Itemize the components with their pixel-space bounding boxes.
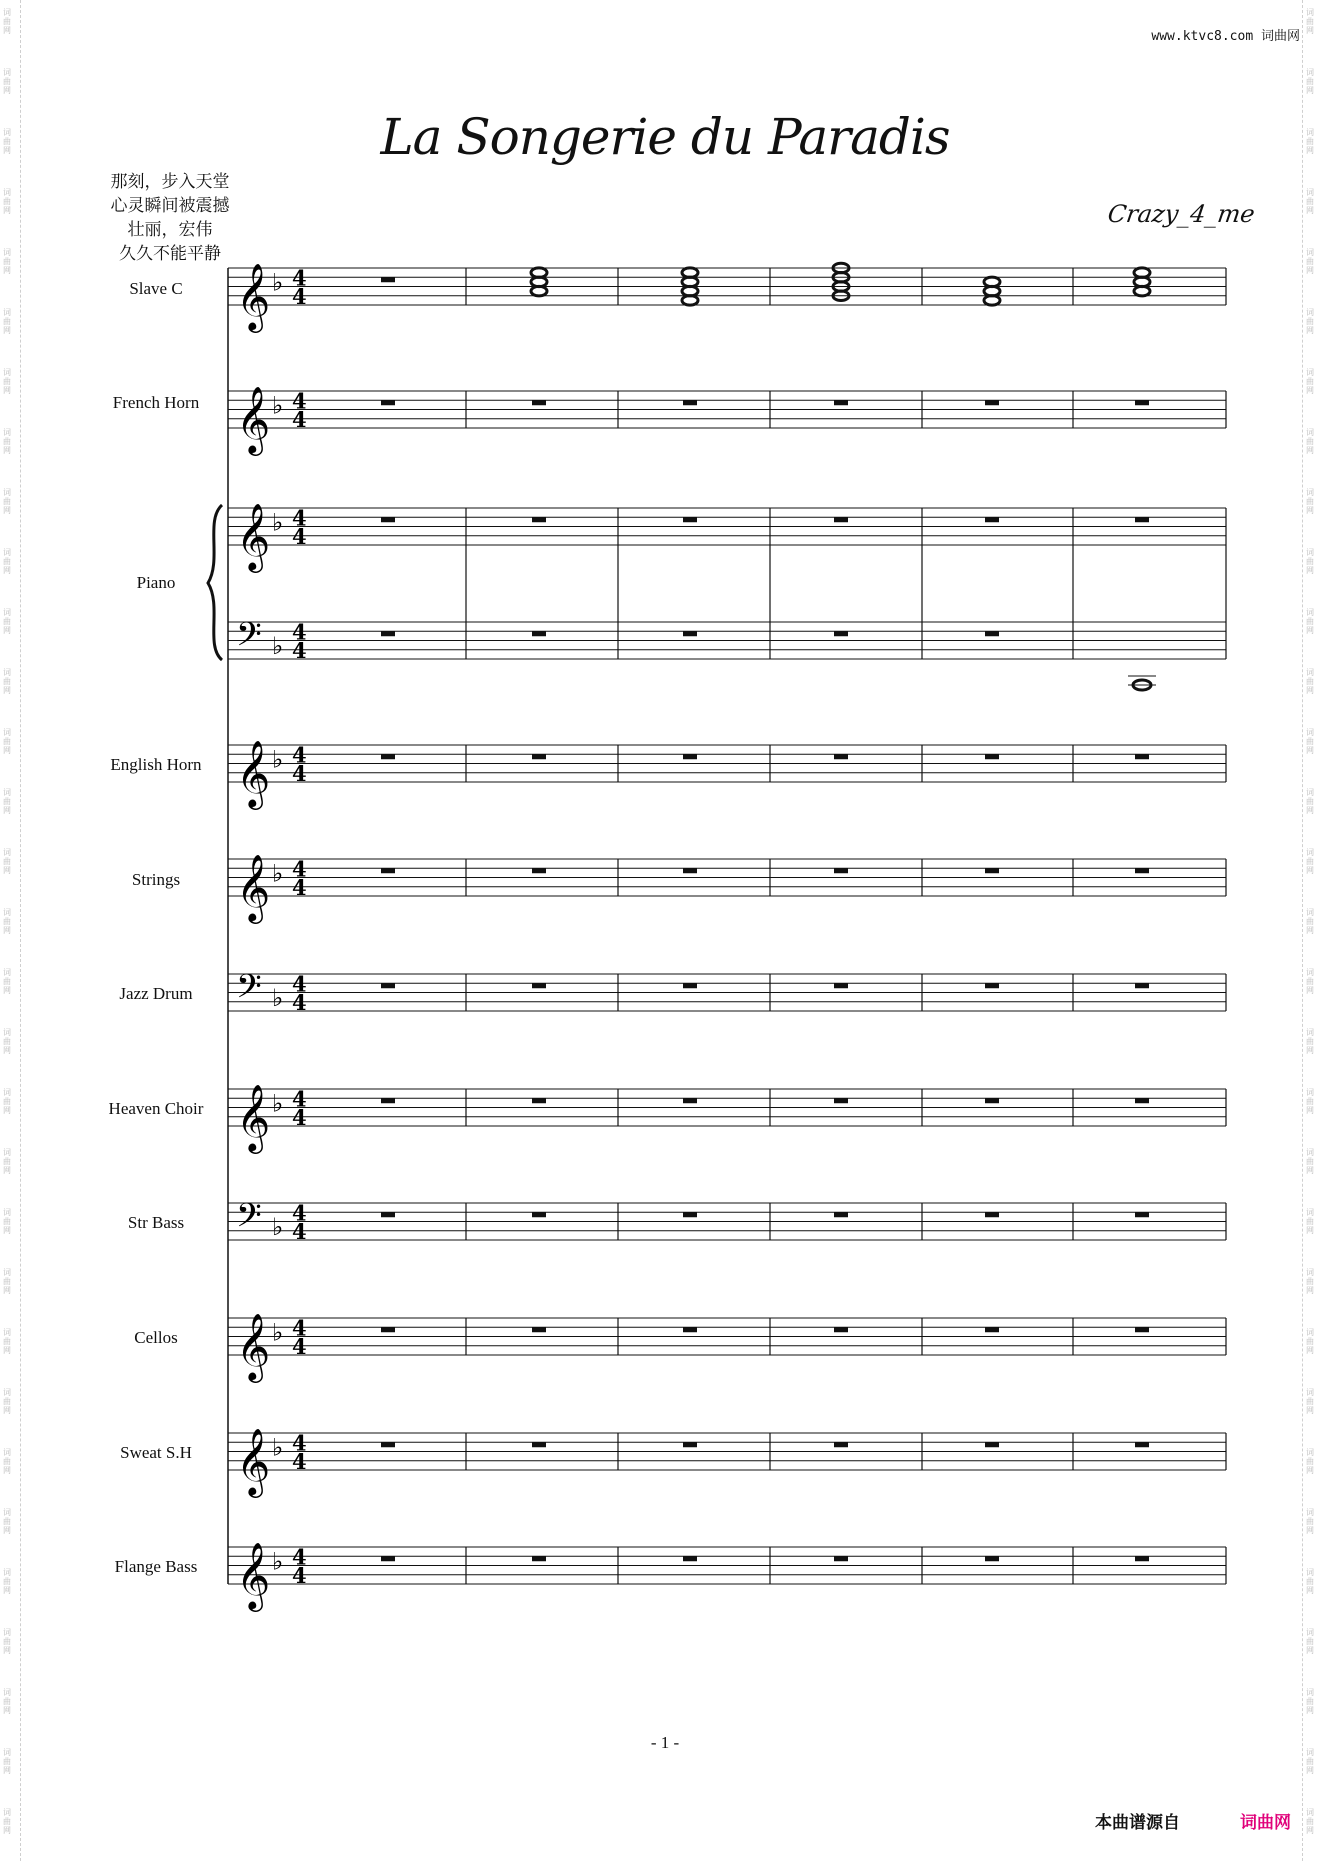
whole-rest bbox=[985, 868, 999, 873]
watermark-text: 词 曲 网 bbox=[1306, 1208, 1314, 1235]
watermark-text: 词 曲 网 bbox=[1306, 1748, 1314, 1775]
time-signature-denominator: 4 bbox=[292, 875, 307, 900]
watermark-text: 词 曲 网 bbox=[3, 488, 11, 515]
whole-rest bbox=[532, 754, 546, 759]
treble-clef-icon: 𝄞 bbox=[236, 385, 271, 453]
time-signature-denominator: 4 bbox=[292, 284, 307, 309]
whole-rest bbox=[381, 631, 395, 636]
whole-rest bbox=[985, 1327, 999, 1332]
watermark-text: 词 曲 网 bbox=[3, 1028, 11, 1055]
watermark-text: 词 曲 网 bbox=[3, 188, 11, 215]
flat-sign: ♭ bbox=[272, 631, 284, 660]
watermark-text: 词 曲 网 bbox=[3, 428, 11, 455]
whole-rest bbox=[1135, 1212, 1149, 1217]
whole-rest bbox=[1135, 400, 1149, 405]
whole-rest bbox=[683, 1327, 697, 1332]
watermark-text: 词 曲 网 bbox=[3, 128, 11, 155]
time-signature-numerator: 4 bbox=[292, 265, 307, 291]
whole-rest bbox=[683, 631, 697, 636]
flat-sign: ♭ bbox=[272, 268, 284, 297]
instrument-label: Str Bass bbox=[127, 1213, 185, 1232]
watermark-text: 词 曲 网 bbox=[1306, 548, 1314, 575]
watermark-text: 词 曲 网 bbox=[3, 1688, 11, 1715]
watermark-text: 词 曲 网 bbox=[3, 248, 11, 275]
watermark-text: 词 曲 网 bbox=[1306, 848, 1314, 875]
poem-line: 那刻，步入天堂 bbox=[110, 172, 230, 192]
flat-sign: ♭ bbox=[272, 1433, 284, 1462]
flat-sign: ♭ bbox=[272, 1089, 284, 1118]
watermark-text: 词 曲 网 bbox=[3, 1448, 11, 1475]
whole-rest bbox=[381, 868, 395, 873]
footer-site-link[interactable]: 词曲网 bbox=[1240, 1813, 1291, 1833]
whole-rest bbox=[1135, 983, 1149, 988]
watermark-text: 词 曲 网 bbox=[3, 1388, 11, 1415]
watermark-text: 词 曲 网 bbox=[3, 1208, 11, 1235]
time-signature-numerator: 4 bbox=[292, 505, 307, 531]
flat-sign: ♭ bbox=[272, 859, 284, 888]
instrument-label: Sweat S.H bbox=[120, 1443, 192, 1462]
score-title: La Songerie du Paradis bbox=[380, 108, 950, 166]
whole-rest bbox=[683, 1212, 697, 1217]
whole-rest bbox=[834, 517, 848, 522]
whole-rest bbox=[834, 1098, 848, 1103]
time-signature-numerator: 4 bbox=[292, 1315, 307, 1341]
time-signature-numerator: 4 bbox=[292, 742, 307, 768]
time-signature-denominator: 4 bbox=[292, 524, 307, 549]
time-signature-denominator: 4 bbox=[292, 1219, 307, 1244]
piano-brace bbox=[208, 505, 222, 660]
watermark-text: 词 曲 网 bbox=[3, 68, 11, 95]
whole-rest bbox=[1135, 1098, 1149, 1103]
watermark-text: 词 曲 网 bbox=[3, 668, 11, 695]
whole-rest bbox=[381, 517, 395, 522]
whole-rest bbox=[683, 868, 697, 873]
time-signature-numerator: 4 bbox=[292, 1200, 307, 1226]
whole-rest bbox=[683, 1442, 697, 1447]
instrument-label: Cellos bbox=[134, 1328, 178, 1347]
watermark-text: 词 曲 网 bbox=[1306, 128, 1314, 155]
whole-rest bbox=[381, 1327, 395, 1332]
instrument-label: Strings bbox=[131, 870, 181, 889]
whole-rest bbox=[985, 983, 999, 988]
watermark-text: 词 曲 网 bbox=[3, 1508, 11, 1535]
whole-rest bbox=[1135, 517, 1149, 522]
whole-rest bbox=[532, 1098, 546, 1103]
whole-rest bbox=[985, 517, 999, 522]
whole-rest bbox=[834, 1212, 848, 1217]
watermark-text: 词 曲 网 bbox=[1306, 908, 1314, 935]
watermark-text: 词 曲 网 bbox=[3, 1148, 11, 1175]
time-signature-denominator: 4 bbox=[292, 761, 307, 786]
whole-rest bbox=[1135, 868, 1149, 873]
treble-clef-icon: 𝄞 bbox=[236, 1541, 271, 1609]
whole-rest bbox=[683, 754, 697, 759]
whole-rest bbox=[834, 631, 848, 636]
whole-rest bbox=[683, 517, 697, 522]
watermark-text: 词 曲 网 bbox=[1306, 1508, 1314, 1535]
watermark-text: 词 曲 网 bbox=[1306, 368, 1314, 395]
whole-rest bbox=[532, 1442, 546, 1447]
flat-sign: ♭ bbox=[272, 1547, 284, 1576]
watermark-text: 词 曲 网 bbox=[3, 1808, 11, 1835]
instrument-label: Piano bbox=[136, 573, 176, 592]
watermark-text: 词 曲 网 bbox=[3, 1628, 11, 1655]
whole-rest bbox=[532, 983, 546, 988]
watermark-text: 词 曲 网 bbox=[1306, 8, 1314, 35]
whole-rest bbox=[381, 1556, 395, 1561]
time-signature-denominator: 4 bbox=[292, 990, 307, 1015]
watermark-text: 词 曲 网 bbox=[3, 8, 11, 35]
flat-sign: ♭ bbox=[272, 508, 284, 537]
whole-rest bbox=[985, 1212, 999, 1217]
whole-rest bbox=[834, 1327, 848, 1332]
watermark-text: 词 曲 网 bbox=[1306, 188, 1314, 215]
instrument-label: Heaven Choir bbox=[108, 1099, 204, 1118]
whole-rest bbox=[834, 983, 848, 988]
time-signature-numerator: 4 bbox=[292, 1544, 307, 1570]
watermark-text: 词 曲 网 bbox=[3, 548, 11, 575]
watermark-text: 词 曲 网 bbox=[1306, 1388, 1314, 1415]
watermark-text: 词 曲 网 bbox=[3, 788, 11, 815]
watermark-text: 词 曲 网 bbox=[1306, 68, 1314, 95]
page-number: - 1 - bbox=[650, 1733, 680, 1752]
whole-rest bbox=[381, 754, 395, 759]
watermark-text: 词 曲 网 bbox=[3, 908, 11, 935]
whole-rest bbox=[834, 1556, 848, 1561]
watermark-text: 词 曲 网 bbox=[3, 1088, 11, 1115]
whole-rest bbox=[985, 1098, 999, 1103]
watermark-text: 词 曲 网 bbox=[1306, 668, 1314, 695]
poem-line: 久久不能平静 bbox=[119, 244, 221, 264]
whole-rest bbox=[683, 1556, 697, 1561]
whole-rest bbox=[381, 1212, 395, 1217]
watermark-text: 词 曲 网 bbox=[1306, 1808, 1314, 1835]
flat-sign: ♭ bbox=[272, 745, 284, 774]
watermark-text: 词 曲 网 bbox=[1306, 1568, 1314, 1595]
watermark-text: 词 曲 网 bbox=[3, 728, 11, 755]
watermark-text: 词 曲 网 bbox=[1306, 608, 1314, 635]
watermark-text: 词 曲 网 bbox=[3, 968, 11, 995]
whole-rest bbox=[1135, 1442, 1149, 1447]
watermark-text: 词 曲 网 bbox=[1306, 1628, 1314, 1655]
poem-line: 心灵瞬间被震撼 bbox=[110, 196, 230, 216]
flat-sign: ♭ bbox=[272, 391, 284, 420]
flat-sign: ♭ bbox=[272, 983, 284, 1012]
whole-rest bbox=[834, 868, 848, 873]
whole-rest bbox=[1135, 1327, 1149, 1332]
time-signature-denominator: 4 bbox=[292, 407, 307, 432]
whole-rest bbox=[683, 400, 697, 405]
whole-rest bbox=[683, 1098, 697, 1103]
time-signature-numerator: 4 bbox=[292, 1086, 307, 1112]
whole-rest bbox=[532, 631, 546, 636]
watermark-text: 词 曲 网 bbox=[1306, 1088, 1314, 1115]
instrument-label: Slave C bbox=[129, 279, 183, 298]
watermark-text: 词 曲 网 bbox=[1306, 728, 1314, 755]
treble-clef-icon: 𝄞 bbox=[236, 1312, 271, 1380]
whole-note bbox=[682, 296, 698, 306]
composer-signature: Crazy_4_me bbox=[1106, 200, 1257, 228]
footer-source: 本曲谱源自 bbox=[1095, 1813, 1180, 1833]
watermark-text: 词 曲 网 bbox=[3, 848, 11, 875]
treble-clef-icon: 𝄞 bbox=[236, 853, 271, 921]
whole-rest bbox=[381, 1442, 395, 1447]
time-signature-denominator: 4 bbox=[292, 1105, 307, 1130]
whole-rest bbox=[532, 1212, 546, 1217]
time-signature-denominator: 4 bbox=[292, 1563, 307, 1588]
whole-rest bbox=[985, 1556, 999, 1561]
treble-clef-icon: 𝄞 bbox=[236, 1083, 271, 1151]
whole-rest bbox=[381, 1098, 395, 1103]
instrument-label: English Horn bbox=[110, 755, 202, 774]
time-signature-numerator: 4 bbox=[292, 619, 307, 645]
watermark-text: 词 曲 网 bbox=[1306, 488, 1314, 515]
whole-rest bbox=[532, 517, 546, 522]
watermark-text: 词 曲 网 bbox=[3, 1748, 11, 1775]
whole-rest bbox=[834, 400, 848, 405]
whole-rest bbox=[1135, 754, 1149, 759]
whole-rest bbox=[985, 1442, 999, 1447]
treble-clef-icon: 𝄞 bbox=[236, 739, 271, 807]
time-signature-denominator: 4 bbox=[292, 638, 307, 663]
whole-rest bbox=[381, 277, 395, 282]
poem-line: 壮丽，宏伟 bbox=[127, 220, 213, 240]
site-name[interactable]: 词曲网 bbox=[1260, 29, 1300, 44]
instrument-label: Jazz Drum bbox=[119, 984, 193, 1003]
watermark-text: 词 曲 网 bbox=[1306, 428, 1314, 455]
time-signature-numerator: 4 bbox=[292, 388, 307, 414]
watermark-text: 词 曲 网 bbox=[1306, 308, 1314, 335]
whole-rest bbox=[985, 631, 999, 636]
treble-clef-icon: 𝄞 bbox=[236, 262, 271, 330]
watermark-text: 词 曲 网 bbox=[3, 1268, 11, 1295]
watermark-text: 词 曲 网 bbox=[1306, 1148, 1314, 1175]
whole-rest bbox=[834, 1442, 848, 1447]
whole-rest bbox=[985, 754, 999, 759]
whole-rest bbox=[532, 1327, 546, 1332]
watermark-text: 词 曲 网 bbox=[1306, 1688, 1314, 1715]
site-url[interactable]: www.ktvc8.com bbox=[1151, 29, 1254, 44]
bass-clef-icon: 𝄢 bbox=[236, 615, 262, 662]
watermark-text: 词 曲 网 bbox=[1306, 1268, 1314, 1295]
watermark-text: 词 曲 网 bbox=[1306, 788, 1314, 815]
treble-clef-icon: 𝄞 bbox=[236, 1427, 271, 1495]
watermark-text: 词 曲 网 bbox=[3, 608, 11, 635]
time-signature-numerator: 4 bbox=[292, 856, 307, 882]
watermark-text: 词 曲 网 bbox=[3, 308, 11, 335]
flat-sign: ♭ bbox=[272, 1318, 284, 1347]
time-signature-denominator: 4 bbox=[292, 1334, 307, 1359]
watermark-text: 词 曲 网 bbox=[1306, 1028, 1314, 1055]
watermark-text: 词 曲 网 bbox=[1306, 1448, 1314, 1475]
whole-rest bbox=[381, 983, 395, 988]
instrument-label: French Horn bbox=[112, 393, 200, 412]
whole-rest bbox=[381, 400, 395, 405]
whole-note bbox=[1134, 286, 1150, 296]
bass-clef-icon: 𝄢 bbox=[236, 1196, 262, 1243]
whole-rest bbox=[834, 754, 848, 759]
flat-sign: ♭ bbox=[272, 1212, 284, 1241]
instrument-label: Flange Bass bbox=[114, 1557, 198, 1576]
whole-rest bbox=[985, 400, 999, 405]
time-signature-numerator: 4 bbox=[292, 971, 307, 997]
whole-rest bbox=[683, 983, 697, 988]
whole-rest bbox=[532, 400, 546, 405]
watermark-text: 词 曲 网 bbox=[1306, 968, 1314, 995]
watermark-text: 词 曲 网 bbox=[3, 1328, 11, 1355]
watermark-text: 词 曲 网 bbox=[3, 1568, 11, 1595]
whole-rest bbox=[532, 868, 546, 873]
time-signature-denominator: 4 bbox=[292, 1449, 307, 1474]
watermark-text: 词 曲 网 bbox=[3, 368, 11, 395]
time-signature-numerator: 4 bbox=[292, 1430, 307, 1456]
whole-rest bbox=[532, 1556, 546, 1561]
watermark-text: 词 曲 网 bbox=[1306, 248, 1314, 275]
watermark-text: 词 曲 网 bbox=[1306, 1328, 1314, 1355]
whole-rest bbox=[1135, 1556, 1149, 1561]
bass-clef-icon: 𝄢 bbox=[236, 967, 262, 1014]
treble-clef-icon: 𝄞 bbox=[236, 502, 271, 570]
whole-note bbox=[984, 296, 1000, 306]
whole-note bbox=[531, 286, 547, 296]
